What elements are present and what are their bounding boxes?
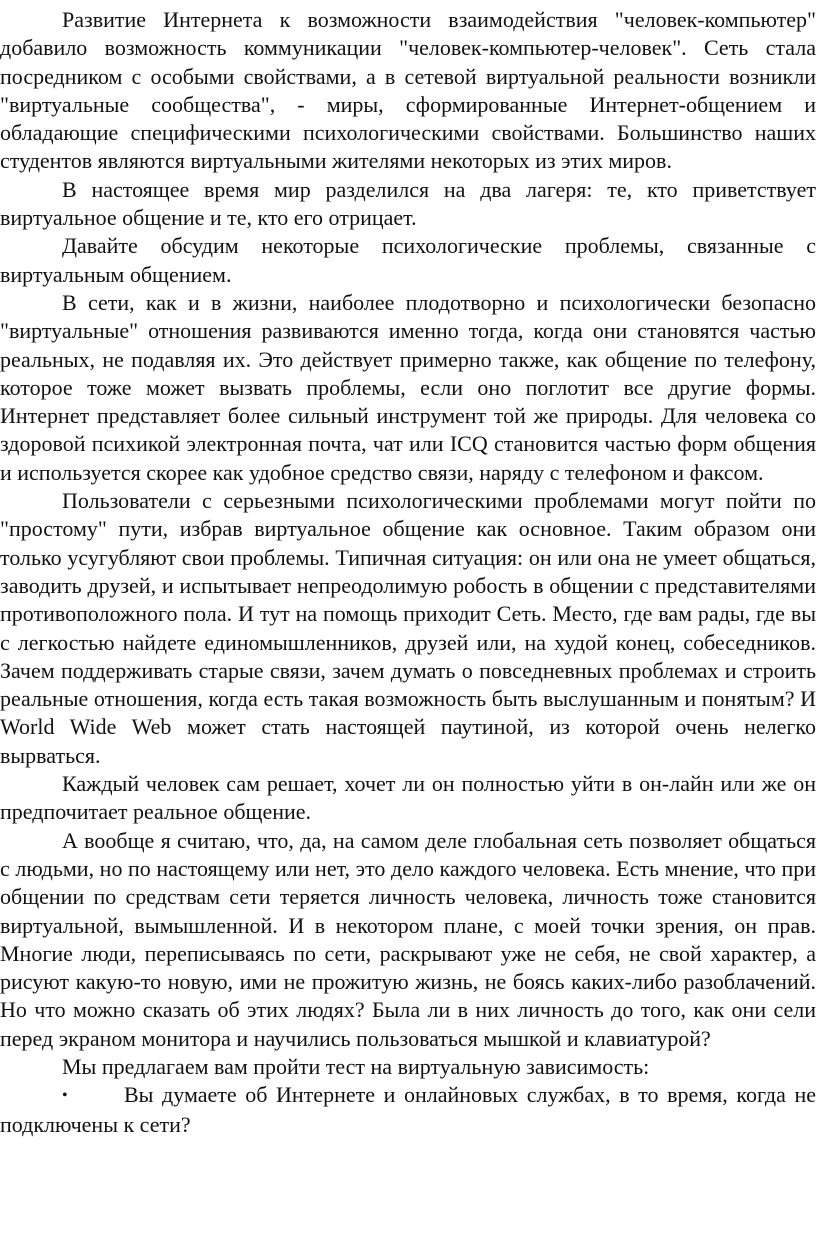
- paragraph-4: В сети, как и в жизни, наиболее плодотворно и психологически безопасно "виртуальные" отношения развиваются именно тогда, когда они становятся частью реальных, не подавляя их. Это действует примерно также, как общение по телефону, которое тоже может вызвать проблемы, если оно поглотит все другие формы. Интернет представляет более сильный инструмент той же природы. Для человека со здоровой психикой электронная почта, чат или ICQ становится частью форм общения и используется скорее как удобное средство связи, наряду с телефоном и факсом.: [0, 289, 816, 485]
- paragraph-8: Мы предлагаем вам пройти тест на виртуальную зависимость:: [62, 1053, 650, 1079]
- bullet-text: Вы думаете об Интернете и онлайновых службах, в то время, когда не подключены к сети?: [0, 1082, 816, 1137]
- bullet-list-item: [0, 1081, 816, 1139]
- bullet-marker: •: [62, 1087, 68, 1105]
- paragraph-1: Развитие Интернета к возможности взаимодействия "человек-компьютер" добавило возможность коммуникации "человек-компьютер-человек". Сеть стала посредником с особыми свойствами, а в сетевой виртуальной реальности возникли "виртуальные сообщества", - миры, сформированные Интернет-общением и обладающие специфическими психологическими свойствами. Большинство наших студентов являются виртуальными жителями некоторых из этих миров.: [0, 7, 816, 174]
- paragraph-3: Давайте обсудим некоторые психологические проблемы, связанные с виртуальным общением.: [0, 233, 816, 287]
- paragraph-2: В настоящее время мир разделился на два лагеря: те, кто приветствует виртуальное общение и те, кто его отрицает.: [0, 176, 816, 231]
- paragraph-5: Пользователи с серьезными психологическими проблемами могут пойти по "простому" пути, избрав виртуальное общение как основное. Таким образом они только усугубляют свои проблемы. Типичная ситуация: он или она не умеет общаться, заводить друзей, и испытывает непреодолимую робость в общении с представителями противоположного пола. И тут на помощь приходит Сеть. Место, где вам рады, где вы с легкостью найдете единомышленников, друзей или, на худой конец, собеседников. Зачем поддерживать старые связи, зачем думать о повседневных проблемах и строить реальные отношения, когда есть такая возможность быть выслушанным и понятым? И World Wide Web может стать настоящей паутиной, из которой очень нелегко вырваться.: [0, 488, 816, 768]
- paragraph-7: А вообще я считаю, что, да, на самом деле глобальная сеть позволяет общаться с людьми, но по настоящему или нет, это дело каждого человека. Есть мнение, что при общении по средствам сети теряется личность человека, личность тоже становится виртуальной, вымышленной. И в некотором плане, с моей точки зрения, он прав. Многие люди, переписываясь по сети, раскрывают уже не себя, не свой характер, а рисуют какую-то новую, ими не прожитую жизнь, не боясь каких-либо разоблачений. Но что можно сказать об этих людях? Была ли в них личность до того, как они сели перед экраном монитора и научились пользоваться мышкой и клавиатурой?: [0, 827, 816, 1051]
- paragraph-6: Каждый человек сам решает, хочет ли он полностью уйти в он-лайн или же он предпочитает реальное общение.: [0, 771, 816, 825]
